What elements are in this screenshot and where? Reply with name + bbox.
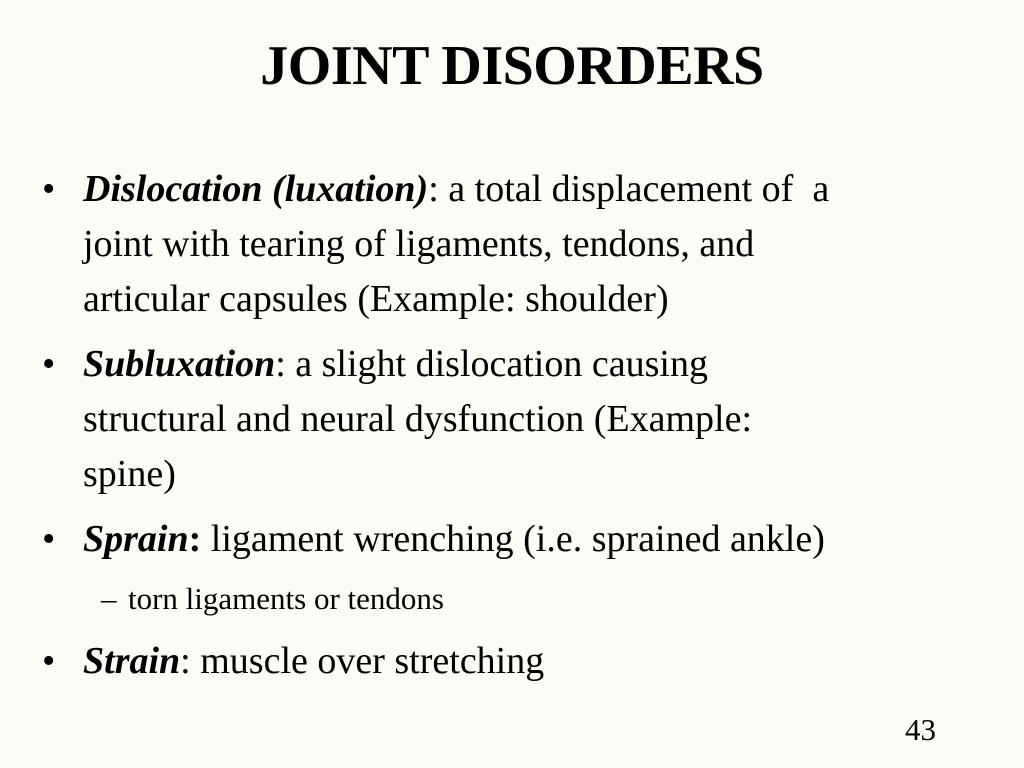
bullet-line-text: muscle over stretching bbox=[190, 640, 545, 682]
term-separator: : bbox=[188, 518, 202, 560]
bullet-term: Sprain bbox=[83, 518, 189, 560]
bullet-text bbox=[83, 162, 988, 327]
bullet-text bbox=[83, 634, 988, 689]
sub-bullet-dash: – bbox=[101, 581, 117, 616]
bullet-term: Strain bbox=[83, 640, 181, 682]
bullet-subluxation bbox=[0, 337, 1024, 502]
bullet-dot: • bbox=[42, 343, 56, 385]
bullet-dot: • bbox=[42, 518, 56, 560]
bullet-line: spine) bbox=[83, 453, 176, 495]
term-separator: : bbox=[275, 343, 286, 385]
term-separator: : bbox=[428, 168, 439, 210]
bullet-line bbox=[83, 337, 988, 392]
term-separator: : bbox=[180, 640, 191, 682]
bullet-line: joint with tearing of ligaments, tendons, and bbox=[83, 223, 755, 265]
bullet-line-text: a slight dislocation causing bbox=[285, 343, 708, 385]
bullet-dot: • bbox=[42, 640, 56, 682]
bullet-line-text: ligament wrenching (i.e. sprained ankle) bbox=[201, 518, 825, 560]
slide-title: JOINT DISORDERS bbox=[260, 35, 764, 97]
bullet-sprain bbox=[0, 512, 1024, 567]
bullet-line: articular capsules (Example: shoulder) bbox=[83, 278, 669, 320]
bullet-dot: • bbox=[42, 168, 56, 210]
bullet-line bbox=[83, 634, 988, 689]
bullet-term: Subluxation bbox=[83, 343, 276, 385]
bullet-strain bbox=[0, 634, 1024, 689]
bullet-text bbox=[83, 512, 988, 567]
bullet-line bbox=[83, 512, 988, 567]
bullet-term: Dislocation (luxation) bbox=[83, 168, 429, 210]
sub-bullet-torn-ligaments bbox=[0, 579, 1024, 619]
bullet-line-text: a total displacement of a bbox=[438, 168, 830, 210]
bullet-dislocation bbox=[0, 162, 1024, 327]
sub-bullet-text: torn ligaments or tendons bbox=[128, 581, 444, 616]
bullet-text bbox=[83, 337, 988, 502]
bullet-line: structural and neural dysfunction (Example: bbox=[83, 398, 753, 440]
bullet-line bbox=[83, 162, 988, 217]
page-number: 43 bbox=[905, 712, 936, 747]
